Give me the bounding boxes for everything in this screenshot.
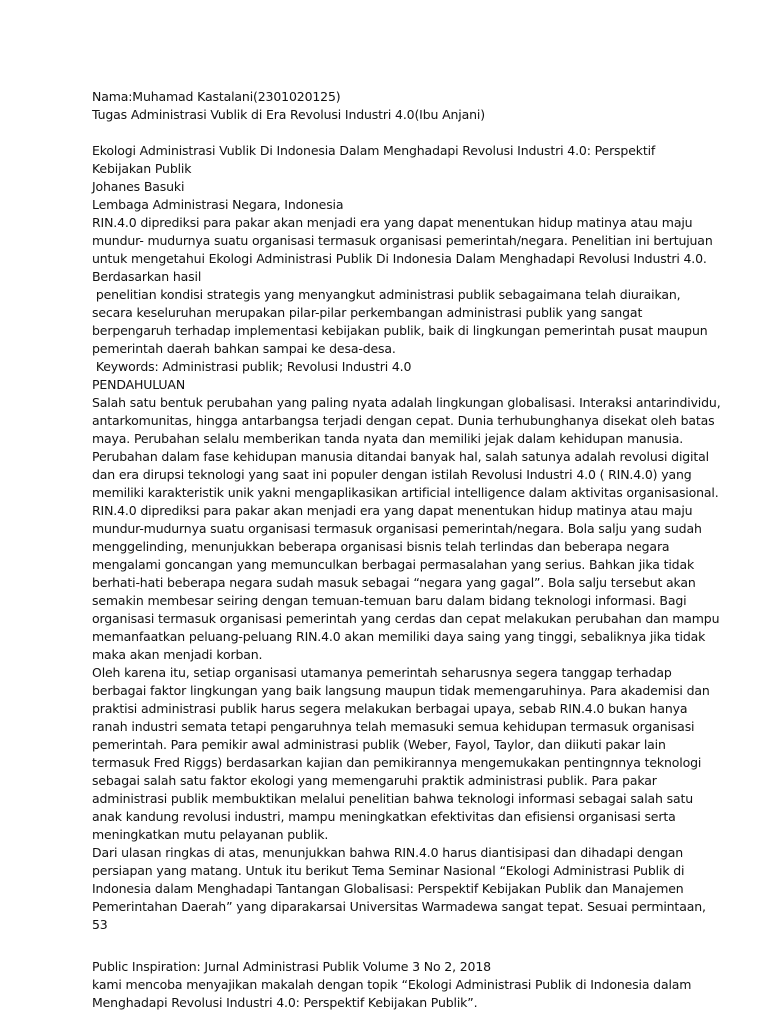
body-line: memanfaatkan peluang-peluang RIN.4.0 akan memiliki daya saing yang tinggi, sebaliknya jika tidak	[92, 629, 706, 644]
journal-citation: Public Inspiration: Jurnal Administrasi Publik Volume 3 No 2, 2018	[92, 959, 491, 974]
abstract-line: pemerintah daerah bahkan sampai ke desa-desa.	[92, 341, 396, 356]
body-line: persiapan yang matang. Untuk itu berikut Tema Seminar Nasional “Ekologi Administrasi Publik di	[92, 863, 685, 878]
assignment-title-line: Tugas Administrasi Vublik di Era Revolusi Industri 4.0(Ibu Anjani)	[92, 107, 485, 122]
article-title-line: Kebijakan Publik	[92, 161, 192, 176]
body-line: semakin membesar seiring dengan temuan-temuan baru dalam bidang teknologi informasi. Bagi	[92, 593, 687, 608]
article-author: Johanes Basuki	[92, 179, 185, 194]
body-line: memiliki karakteristik unik yakni mengaplikasikan artificial intelligence dalam aktivitas organisasional.	[92, 485, 719, 500]
abstract-line: RIN.4.0 diprediksi para pakar akan menjadi era yang dapat menentukan hidup matinya atau maju	[92, 215, 693, 230]
abstract-line: Berdasarkan hasil	[92, 269, 202, 284]
spacer	[92, 934, 692, 958]
article-affiliation: Lembaga Administrasi Negara, Indonesia	[92, 197, 344, 212]
section-heading: PENDAHULUAN	[92, 377, 186, 392]
body-line: praktisi administrasi publik harus segera melakukan berbagai upaya, sebab RIN.4.0 bukan hanya	[92, 701, 688, 716]
body-line: Dari ulasan ringkas di atas, menunjukkan bahwa RIN.4.0 harus diantisipasi dan dihadapi dengan	[92, 845, 684, 860]
body-line: organisasi termasuk organisasi pemerintah yang cerdas dan cepat melakukan perubahan dan mampu	[92, 611, 720, 626]
body-line: anak kandung revolusi industri, mampu meningkatkan efektivitas dan efisiensi organisasi serta	[92, 809, 676, 824]
body-line: berbagai faktor lingkungan yang baik langsung maupun tidak memengaruhinya. Para akademisi dan	[92, 683, 710, 698]
body-line: Salah satu bentuk perubahan yang paling nyata adalah lingkungan globalisasi. Interaksi antarindividu,	[92, 395, 721, 410]
body-line: pemerintah. Para pemikir awal administrasi publik (Weber, Fayol, Taylor, dan diikuti pakar lain	[92, 737, 666, 752]
body-line: administrasi publik membuktikan melalui penelitian bahwa teknologi informasi sebagai salah satu	[92, 791, 694, 806]
closing-line: kami mencoba menyajikan makalah dengan topik “Ekologi Administrasi Publik di Indonesia dalam	[92, 977, 692, 992]
student-name-line: Nama:Muhamad Kastalani(2301020125)	[92, 89, 341, 104]
body-line: mengalami goncangan yang memunculkan berbagai permasalahan yang serius. Bahkan jika tidak	[92, 557, 695, 572]
body-line: menggelinding, menunjukkan beberapa organisasi bisnis telah terlindas dan beberapa negara	[92, 539, 670, 554]
body-line: sebagai salah satu faktor ekologi yang memengaruhi praktik administrasi publik. Para pakar	[92, 773, 657, 788]
body-line: maya. Perubahan selalu memberikan tanda nyata dan memiliki jejak dalam kehidupan manusia.	[92, 431, 684, 446]
abstract-line: untuk mengetahui Ekologi Administrasi Publik Di Indonesia Dalam Menghadapi Revolusi Industri 4.0.	[92, 251, 707, 266]
body-line: ranah industri semata tetapi pengaruhnya telah memasuki semua kehidupan termasuk organisasi	[92, 719, 695, 734]
body-line: Oleh karena itu, setiap organisasi utamanya pemerintah seharusnya segera tanggap terhadap	[92, 665, 672, 680]
body-line: termasuk Fred Riggs) berdasarkan kajian dan pemikirannya mengemukakan pentingnnya teknologi	[92, 755, 702, 770]
abstract	[92, 214, 713, 358]
article-title	[92, 142, 692, 178]
body-line: berhati-hati beberapa negara sudah masuk sebagai “negara yang gagal”. Bola salju tersebut akan	[92, 575, 696, 590]
abstract-line: secara keseluruhan merupakan pilar-pilar perkembangan administrasi publik yang sangat	[92, 305, 643, 320]
body-text	[92, 394, 721, 934]
page-number: 53	[92, 917, 108, 932]
spacer	[92, 124, 692, 142]
body-line: Indonesia dalam Menghadapi Tantangan Globalisasi: Perspektif Kebijakan Publik dan Manajemen	[92, 881, 684, 896]
article-title-line: Ekologi Administrasi Vublik Di Indonesia Dalam Menghadapi Revolusi Industri 4.0: Perspektif	[92, 143, 656, 158]
body-line: Perubahan dalam fase kehidupan manusia ditandai banyak hal, salah satunya adalah revolusi digital	[92, 449, 709, 464]
body-line: Pemerintahan Daerah” yang diparakarsai Universitas Warmadewa sangat tepat. Sesuai permintaan,	[92, 899, 706, 914]
body-line: dan era dirupsi teknologi yang saat ini populer dengan istilah Revolusi Industri 4.0 ( RIN.4.0) yang	[92, 467, 692, 482]
keywords-line: Keywords: Administrasi publik; Revolusi Industri 4.0	[92, 359, 412, 374]
body-line: antarkomunitas, hingga antarbangsa terjadi dengan cepat. Dunia terhubunghanya disekat oleh batas	[92, 413, 715, 428]
body-line: meningkatkan mutu pelayanan publik.	[92, 827, 329, 842]
abstract-line: penelitian kondisi strategis yang menyangkut administrasi publik sebagaimana telah diuraikan,	[92, 287, 681, 302]
closing-line: Menghadapi Revolusi Industri 4.0: Perspektif Kebijakan Publik”.	[92, 995, 478, 1010]
body-line: RIN.4.0 diprediksi para pakar akan menjadi era yang dapat menentukan hidup matinya atau maju	[92, 503, 693, 518]
body-line: maka akan menjadi korban.	[92, 647, 263, 662]
abstract-line: berpengaruh terhadap implementasi kebijakan publik, baik di lingkungan pemerintah pusat maupun	[92, 323, 708, 338]
document-page	[92, 88, 721, 1012]
body-line: mundur-mudurnya suatu organisasi termasuk organisasi pemerintah/negara. Bola salju yang sudah	[92, 521, 702, 536]
abstract-line: mundur- mudurnya suatu organisasi termasuk organisasi pemerintah/negara. Penelitian ini bertujuan	[92, 233, 713, 248]
